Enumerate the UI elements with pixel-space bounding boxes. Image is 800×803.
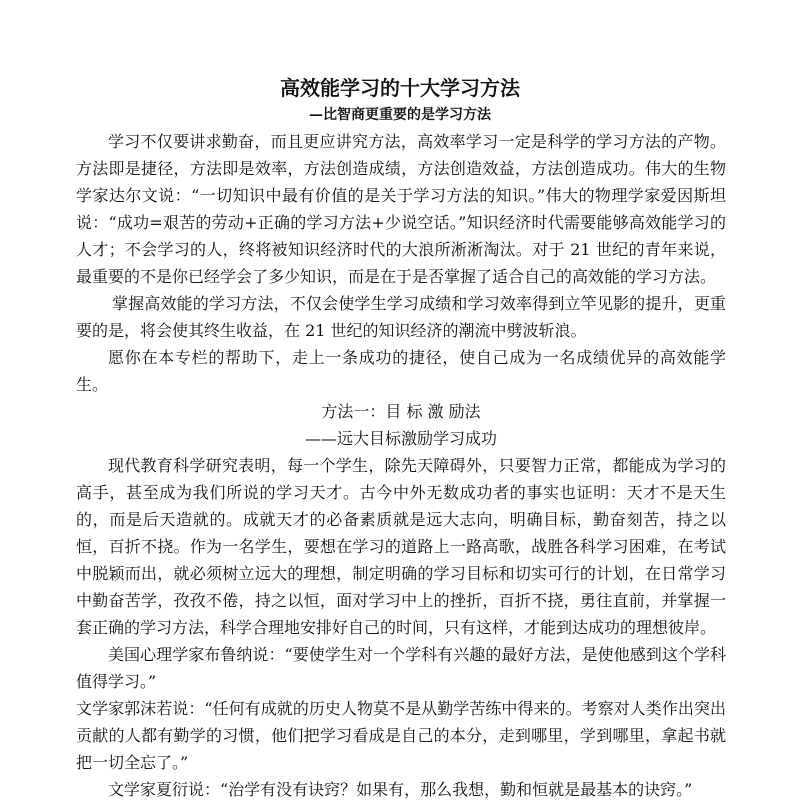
document-title: 高效能学习的十大学习方法 — [280, 76, 520, 100]
quote-xia-yan: 文学家夏衍说：“治学有没有诀窍？如果有，那么我想，勤和恒就是最基本的诀窍。” — [108, 780, 693, 799]
document-body — [76, 128, 726, 803]
paragraph-benefit: 掌握高效能的学习方法，不仅会使学生学习成绩和学习效率得到立竿见影的提升，更重要的是，将会使其终生收益，在 21 世纪的知识经济的潮流中劈波斩浪。 — [76, 294, 726, 340]
quote-guo-moruo: 文学家郭沫若说：“任何有成就的历史人物莫不是从勤学苦练中得来的。考察对人类作出突出贡献的人都有勤学的习惯，他们把学习看成是自己的本分，走到哪里，学到哪里，拿起书就把一切全忘了。” — [76, 699, 726, 772]
document-subtitle: —比智商更重要的是学习方法 — [309, 107, 491, 123]
quote-bruner: 美国心理学家布鲁纳说：“要使学生对一个学科有兴趣的最好方法，是使他感到这个学科值得学习。” — [76, 645, 726, 691]
paragraph-research: 现代教育科学研究表明，每一个学生，除先天障碍外，只要智力正常，都能成为学习的高手，甚至成为我们所说的学习天才。古今中外无数成功者的事实也证明：天才不是天生的，而是后天造就的。成就天才的必备素质就是远大志向，明确目标，勤奋刻苦，持之以恒，百折不挠。作为一名学生，要想在学习的道路上一路高歌，战胜各科学习困难，在考试中脱颖而出，就必须树立远大的理想，制定明确的学习目标和切实可行的计划，在日常学习中勤奋苦学，孜孜不倦，持之以恒，面对学习中上的挫折，百折不挠，勇往直前，并掌握一套正确的学习方法，科学合理地安排好自己的时间，只有这样，才能到达成功的理想彼岸。 — [76, 456, 726, 637]
section-subheading-method-one: ——远大目标激励学习成功 — [304, 429, 497, 448]
section-heading-method-one: 方法一：目 标 激 励法 — [321, 402, 481, 421]
paragraph-wish: 愿你在本专栏的帮助下，走上一条成功的捷径，使自己成为一名成绩优异的高效能学生。 — [76, 348, 726, 394]
paragraph-intro: 学习不仅要讲求勤奋，而且更应讲究方法，高效率学习一定是科学的学习方法的产物。方法即是捷径，方法即是效率，方法创造成绩，方法创造效益，方法创造成功。伟大的生物学家达尔文说：“一切知识中最有价值的是关于学习方法的知识。”伟大的物理学家爱因斯坦说：“成功=艰苦的劳动+正确的学习方法+少说空话。”知识经济时代需要能够高效能学习的人才；不会学习的人，终将被知识经济时代的大浪所淅淅淘汰。对于 21 世纪的青年来说，最重要的不是你已经学会了多少知识，而是在于是否掌握了适合自己的高效能的学习方法。 — [76, 132, 726, 286]
